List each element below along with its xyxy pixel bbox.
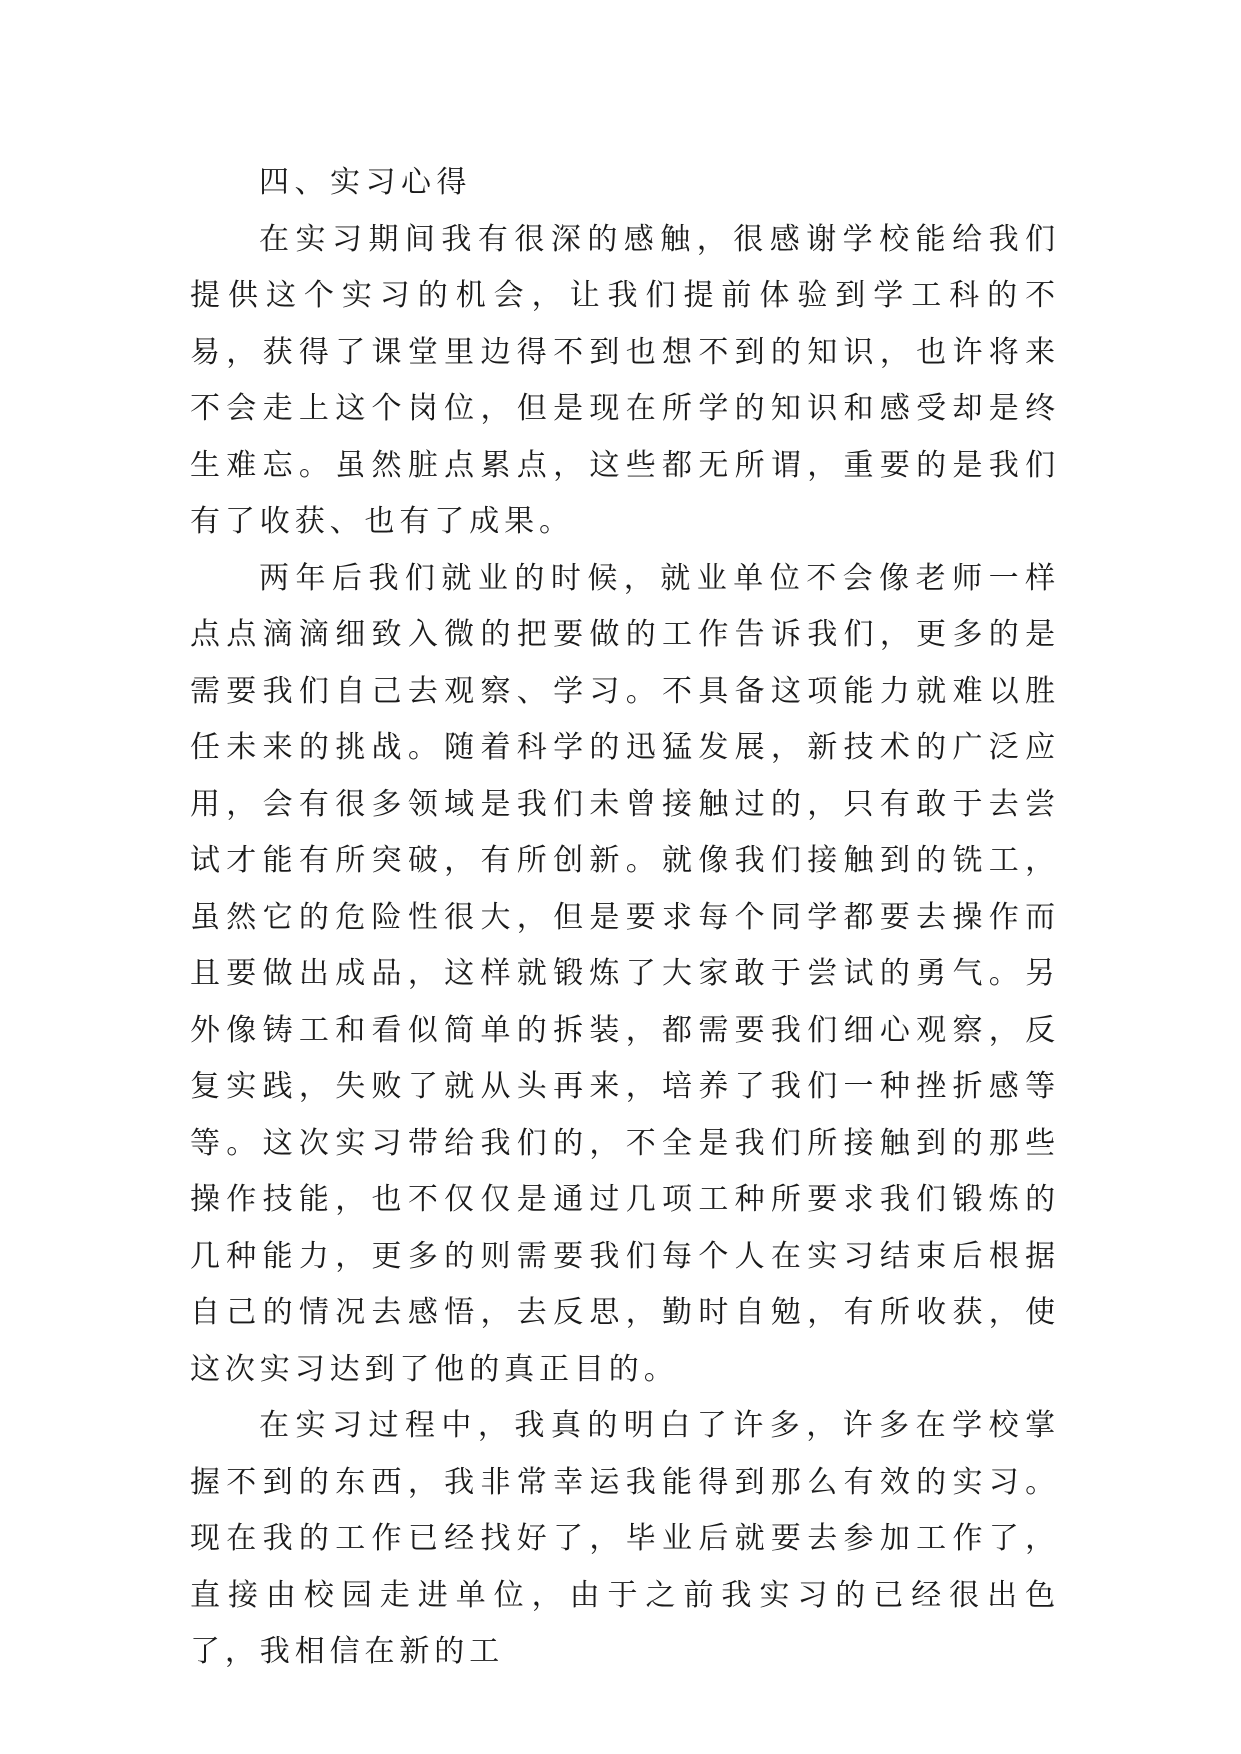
paragraph-2: 两年后我们就业的时候，就业单位不会像老师一样点点滴滴细致入微的把要做的工作告诉我们，更多的是需要我们自己去观察、学习。不具备这项能力就难以胜任未来的挑战。随着科学的迅猛发展，新技术的广泛应用，会有很多领域是我们未曾接触过的，只有敢于去尝试才能有所突破，有所创新。就像我们接触到的铣工，虽然它的危险性很大，但是要求每个同学都要去操作而且要做出成品，这样就锻炼了大家敢于尝试的勇气。另外像铸工和看似简单的拆装，都需要我们细心观察，反复实践，失败了就从头再来，培养了我们一种挫折感等等。这次实习带给我们的，不全是我们所接触到的那些操作技能，也不仅仅是通过几项工种所要求我们锻炼的几种能力，更多的则需要我们每个人在实习结束后根据自己的情况去感悟，去反思，勤时自勉，有所收获，使这次实习达到了他的真正目的。 [190, 560, 1060, 1387]
document-body [190, 155, 1060, 1681]
paragraph-3: 在实习过程中，我真的明白了许多，许多在学校掌握不到的东西，我非常幸运我能得到那么有效的实习。现在我的工作已经找好了，毕业后就要去参加工作了，直接由校园走进单位，由于之前我实习的已经很出色了，我相信在新的工 [190, 1408, 1060, 1669]
section-heading: 四、实习心得 [259, 165, 472, 200]
paragraph-1: 在实习期间我有很深的感触，很感谢学校能给我们提供这个实习的机会，让我们提前体验到学工科的不易，获得了课堂里边得不到也想不到的知识，也许将来不会走上这个岗位，但是现在所学的知识和感受却是终生难忘。虽然脏点累点，这些都无所谓，重要的是我们有了收获、也有了成果。 [190, 221, 1060, 539]
